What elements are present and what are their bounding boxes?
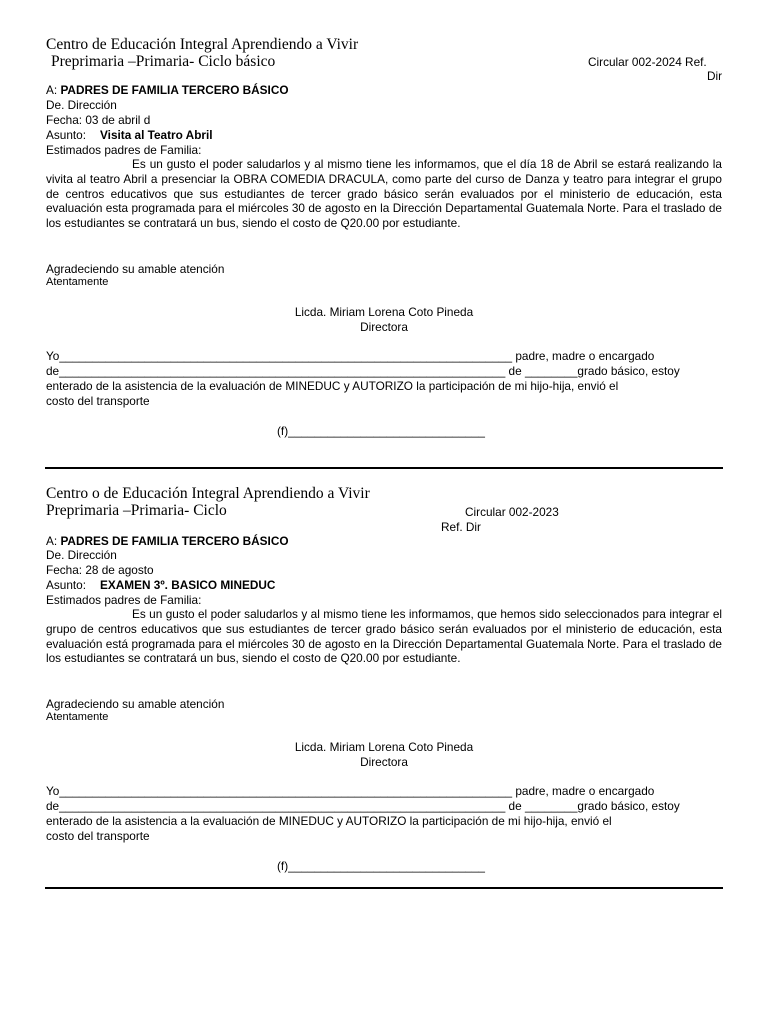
school-level: Preprimaria –Primaria- Ciclo — [46, 502, 227, 519]
form-transport-line: costo del transporte — [46, 394, 150, 408]
separator-rule — [45, 467, 723, 469]
closing: Atentamente — [46, 276, 109, 288]
sender: De. Dirección — [46, 548, 117, 562]
school-name: Centro o de Educación Integral Aprendiendo a Vivir — [46, 485, 370, 502]
signer-title: Directora — [360, 320, 408, 334]
signer-name: Licda. Miriam Lorena Coto Pineda — [294, 740, 474, 754]
subject: Visita al Teatro Abril — [100, 128, 213, 142]
subject-label: Asunto: — [46, 578, 87, 592]
signer-name: Licda. Miriam Lorena Coto Pineda — [294, 305, 474, 319]
circular-ref: Dir — [707, 69, 723, 83]
form-name-line: Yo_____________________________________________________________________ padre, madre o encargado — [46, 784, 655, 798]
subject: EXAMEN 3º. BASICO MINEDUC — [100, 578, 276, 592]
form-authorization-line: enterado de la asistencia de la evaluación de MINEDUC y AUTORIZO la participación de mi hijo-hija, envió el — [46, 379, 619, 393]
circular-number: Circular 002-2023 — [465, 505, 559, 519]
signer-title: Directora — [360, 755, 408, 769]
signature-line: (f)______________________________ — [277, 859, 485, 873]
thanks: Agradeciendo su amable atención — [46, 262, 225, 276]
recipient-label: A: — [46, 534, 61, 548]
separator-rule — [45, 887, 723, 889]
sender: De. Dirección — [46, 98, 117, 112]
thanks: Agradeciendo su amable atención — [46, 697, 225, 711]
date: Fecha: 28 de agosto — [46, 563, 154, 577]
school-name: Centro de Educación Integral Aprendiendo a Vivir — [46, 36, 359, 53]
school-level: Preprimaria –Primaria- Ciclo básico — [51, 53, 276, 70]
circular-number: Circular 002-2024 Ref. — [588, 55, 707, 69]
subject-line — [46, 578, 275, 592]
recipient-line — [46, 534, 289, 548]
greeting: Estimados padres de Familia: — [46, 143, 202, 157]
closing: Atentamente — [46, 711, 109, 723]
greeting: Estimados padres de Familia: — [46, 593, 202, 607]
subject-label: Asunto: — [46, 128, 87, 142]
recipient-label: A: — [46, 83, 61, 97]
subject-line — [46, 128, 213, 142]
form-authorization-line: enterado de la asistencia a la evaluación de MINEDUC y AUTORIZO la participación de mi hijo-hija, envió el — [46, 814, 612, 828]
date: Fecha: 03 de abril d — [46, 113, 151, 127]
recipient-line — [46, 83, 289, 97]
recipient: PADRES DE FAMILIA TERCERO BÁSICO — [60, 534, 289, 548]
form-student-line: de____________________________________________________________________ de ________grado básico, estoy — [46, 799, 680, 813]
body-paragraph — [46, 157, 722, 231]
body-text: Es un gusto el poder saludarlos y al mismo tiene les informamos, que el día 18 de Abril se estará realizando la vivita al teatro Abril a presenciar la OBRA COMEDIA DRACULA, como parte del curso de Danza y teatro para integrar el grupo de centros educativos que sus estudiantes de tercer grado básico serán evaluados por el ministerio de educación, esta evaluación esta programada para el miércoles 30 de agosto en la Dirección Departamental Guatemala Norte. Para el traslado de los estudiantes se contratará un bus, siendo el costo de Q20.00 por estudiante. — [46, 157, 722, 231]
signature-line: (f)______________________________ — [277, 424, 485, 438]
circular-ref: Ref. Dir — [441, 520, 481, 534]
body-paragraph — [46, 607, 722, 666]
form-student-line: de____________________________________________________________________ de ________grado básico, estoy — [46, 364, 680, 378]
recipient: PADRES DE FAMILIA TERCERO BÁSICO — [60, 83, 289, 97]
form-transport-line: costo del transporte — [46, 829, 150, 843]
body-text: Es un gusto el poder saludarlos y al mismo tiene les informamos, que hemos sido seleccionados para integrar el grupo de centros educativos que sus estudiantes de tercer grado básico serán evaluados por el ministerio de educación, esta evaluación está programada para el miércoles 30 de agosto en la Dirección Departamental Guatemala Norte. Para el traslado de los estudiantes se contratará un bus, siendo el costo de Q20.00 por estudiante. — [46, 607, 722, 666]
form-name-line: Yo_____________________________________________________________________ padre, madre o encargado — [46, 349, 655, 363]
